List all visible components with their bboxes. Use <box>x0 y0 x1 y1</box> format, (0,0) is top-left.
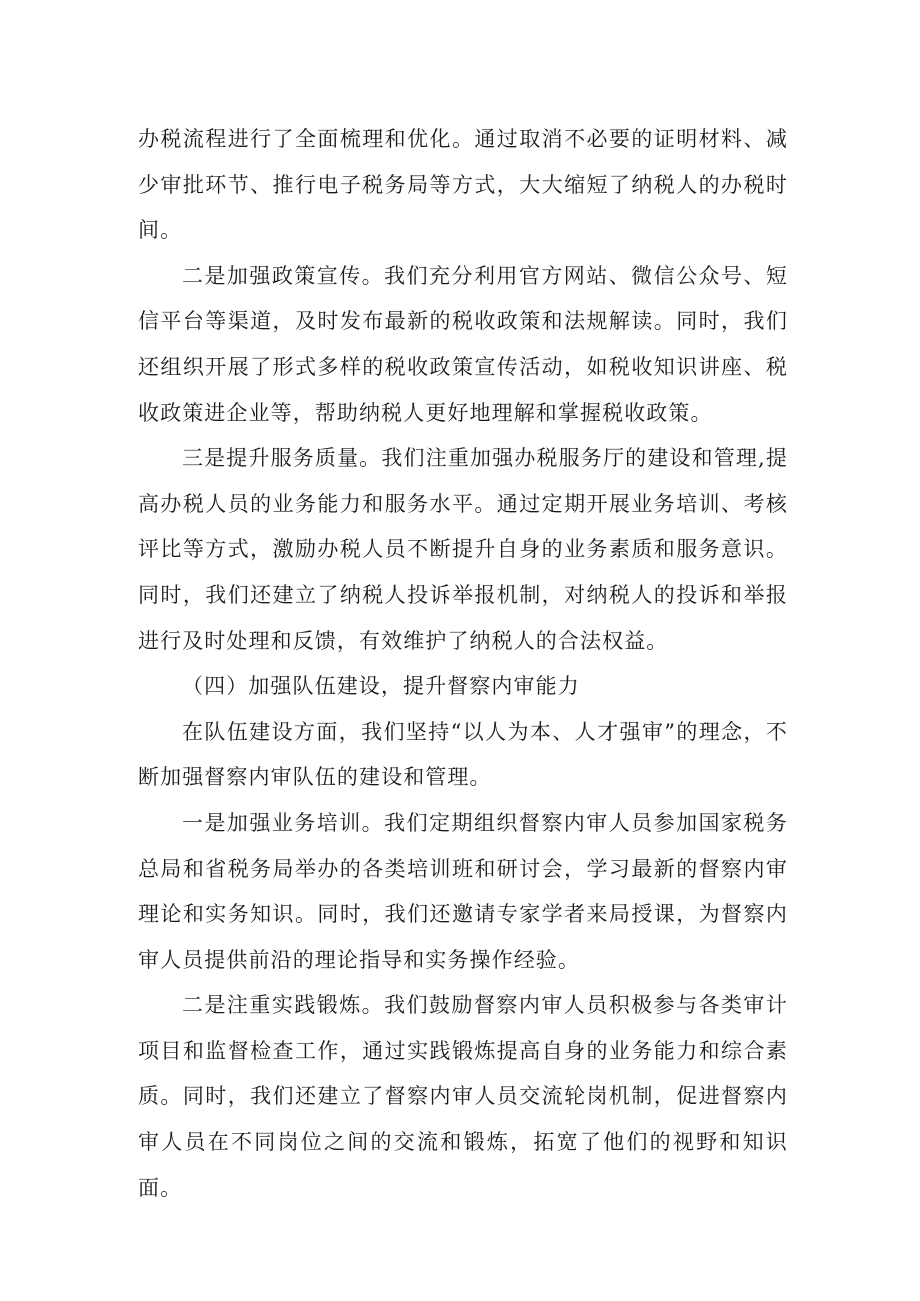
paragraph-policy-publicity: 二是加强政策宣传。我们充分利用官方网站、微信公众号、短信平台等渠道，及时发布最新的税收政策和法规解读。同时，我们还组织开展了形式多样的税收政策宣传活动，如税收知识讲座、税收政策进企业等，帮助纳税人更好地理解和掌握税收政策。 <box>138 263 788 425</box>
section-heading: （四）加强队伍建设，提升督察内审能力 <box>182 674 580 699</box>
document-body <box>138 117 788 1211</box>
paragraph-practice-training: 二是注重实践锻炼。我们鼓励督察内审人员积极参与各类审计项目和监督检查工作，通过实践锻炼提高自身的业务能力和综合素质。同时，我们还建立了督察内审人员交流轮岗机制，促进督察内审人员在不同岗位之间的交流和锻炼，拓宽了他们的视野和知识面。 <box>138 993 788 1200</box>
paragraph-service-quality: 三是提升服务质量。我们注重加强办税服务厅的建设和管理,提高办税人员的业务能力和服务水平。通过定期开展业务培训、考核评比等方式，激励办税人员不断提升自身的业务素质和服务意识。同时，我们还建立了纳税人投诉举报机制，对纳税人的投诉和举报进行及时处理和反馈，有效维护了纳税人的合法权益。 <box>138 446 788 653</box>
paragraph-process-optimization: 办税流程进行了全面梳理和优化。通过取消不必要的证明材料、减少审批环节、推行电子税务局等方式，大大缩短了纳税人的办税时间。 <box>138 127 788 243</box>
paragraph-business-training: 一是加强业务培训。我们定期组织督察内审人员参加国家税务总局和省税务局举办的各类培训班和研讨会，学习最新的督察内审理论和实务知识。同时，我们还邀请专家学者来局授课，为督察内审人员提供前沿的理论指导和实务操作经验。 <box>138 810 788 972</box>
paragraph-team-building: 在队伍建设方面，我们坚持“以人为本、人才强审”的理念，不断加强督察内审队伍的建设和管理。 <box>138 719 788 790</box>
